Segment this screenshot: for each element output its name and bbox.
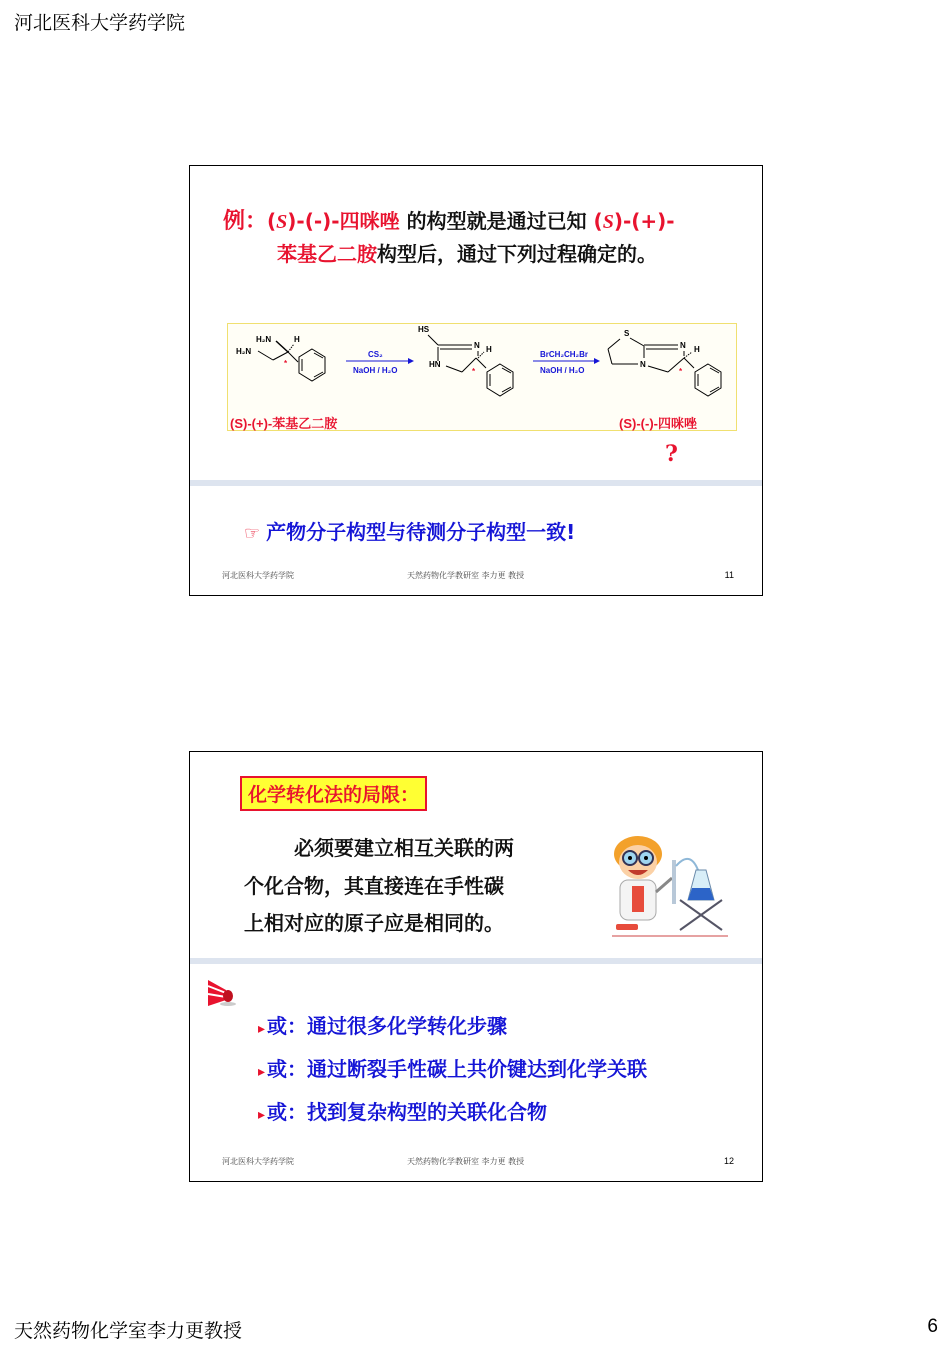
paragraph-line: 必须要建立相互关联的两 <box>294 836 514 860</box>
slide-footer-school: 河北医科大学药学院 <box>222 1157 294 1166</box>
arrow-head <box>408 358 414 364</box>
reagent-label: NaOH / H₂O <box>540 366 585 375</box>
bond <box>608 349 612 364</box>
bond <box>446 366 462 372</box>
chiral-star: * <box>472 367 476 376</box>
atom-label: HS <box>418 325 430 334</box>
scientist-cartoon-icon <box>610 830 730 940</box>
pointing-hand-icon: ☞ <box>244 523 261 544</box>
slide-footer-dept: 天然药物化学教研室 李力更 教授 <box>407 1157 525 1166</box>
slide-footer-school: 河北医科大学药学院 <box>222 571 294 580</box>
compound-label-start: (S)-(+)-苯基乙二胺 <box>230 416 338 431</box>
atom-label: N <box>680 341 686 350</box>
atom-label: N <box>474 341 480 350</box>
arrow-head <box>594 358 600 364</box>
page-header: 河北医科大学药学院 <box>14 12 186 34</box>
bond <box>476 358 486 368</box>
bond <box>608 339 620 349</box>
slide-title: 化学转化法的局限： <box>240 776 427 811</box>
compound-a-name: (S)-(-)-四咪唑 <box>267 209 400 233</box>
bond <box>428 335 438 345</box>
slide-divider <box>190 480 762 486</box>
question-mark: ? <box>665 441 678 467</box>
bond <box>478 352 484 358</box>
paragraph-line: 上相对应的原子应是相同的。 <box>244 911 504 935</box>
slide-divider <box>190 958 762 964</box>
atom-label: H₂N <box>256 335 272 344</box>
slide-number: 12 <box>723 1156 734 1166</box>
bond <box>276 341 288 352</box>
benzene-ring <box>299 349 325 381</box>
bond <box>648 366 668 372</box>
chiral-star: * <box>284 359 288 368</box>
reagent-label: CS₂ <box>368 350 383 359</box>
benzene-ring <box>487 364 513 396</box>
atom-label: H₂N <box>236 347 252 356</box>
page-number: 6 <box>927 1316 938 1337</box>
slide-title-line2: 苯基乙二胺构型后，通过下列过程确定的。 <box>277 242 657 266</box>
reagent-label: BrCH₂CH₂Br <box>540 350 588 359</box>
compound-label-end: (S)-(-)-四咪唑 <box>619 416 697 431</box>
slide-12 <box>189 751 763 1182</box>
atom-label: N <box>640 360 646 369</box>
slide-title-line1: 例：(S)-(-)-四咪唑 的构型就是通过已知 (S)-(+)- <box>223 209 675 234</box>
bond <box>630 338 644 346</box>
atom-label: S <box>624 329 630 338</box>
benzene-ring <box>695 364 721 396</box>
slide-number: 11 <box>724 570 734 580</box>
atom-label: H <box>486 345 492 354</box>
atom-label: H <box>294 335 300 344</box>
bullet-item: ▸ 或：找到复杂构型的关联化合物 <box>258 1100 548 1124</box>
bond <box>684 352 692 358</box>
bullet-item: ▸ 或：通过很多化学转化步骤 <box>258 1014 508 1038</box>
compound-b-name-part1: (S)-(+)- <box>593 209 675 233</box>
slide-11 <box>189 165 763 596</box>
megaphone-icon <box>204 974 240 1010</box>
atom-label: HN <box>429 360 441 369</box>
paragraph-line: 个化合物，其直接连在手性碳 <box>244 874 504 898</box>
bond <box>684 358 694 368</box>
chiral-star: * <box>679 367 683 376</box>
bond <box>288 344 294 352</box>
reaction-scheme <box>227 323 737 431</box>
bullet-item: ▸ 或：通过断裂手性碳上共价键达到化学关联 <box>258 1057 648 1081</box>
page-footer: 天然药物化学室李力更教授 <box>14 1320 243 1342</box>
conclusion-text: ☞ 产物分子构型与待测分子构型一致! <box>244 520 576 544</box>
slide-footer-dept: 天然药物化学教研室 李力更 教授 <box>407 571 525 580</box>
bond <box>288 352 298 362</box>
atom-label: H <box>694 345 700 354</box>
reagent-label: NaOH / H₂O <box>353 366 398 375</box>
bond <box>258 351 273 360</box>
